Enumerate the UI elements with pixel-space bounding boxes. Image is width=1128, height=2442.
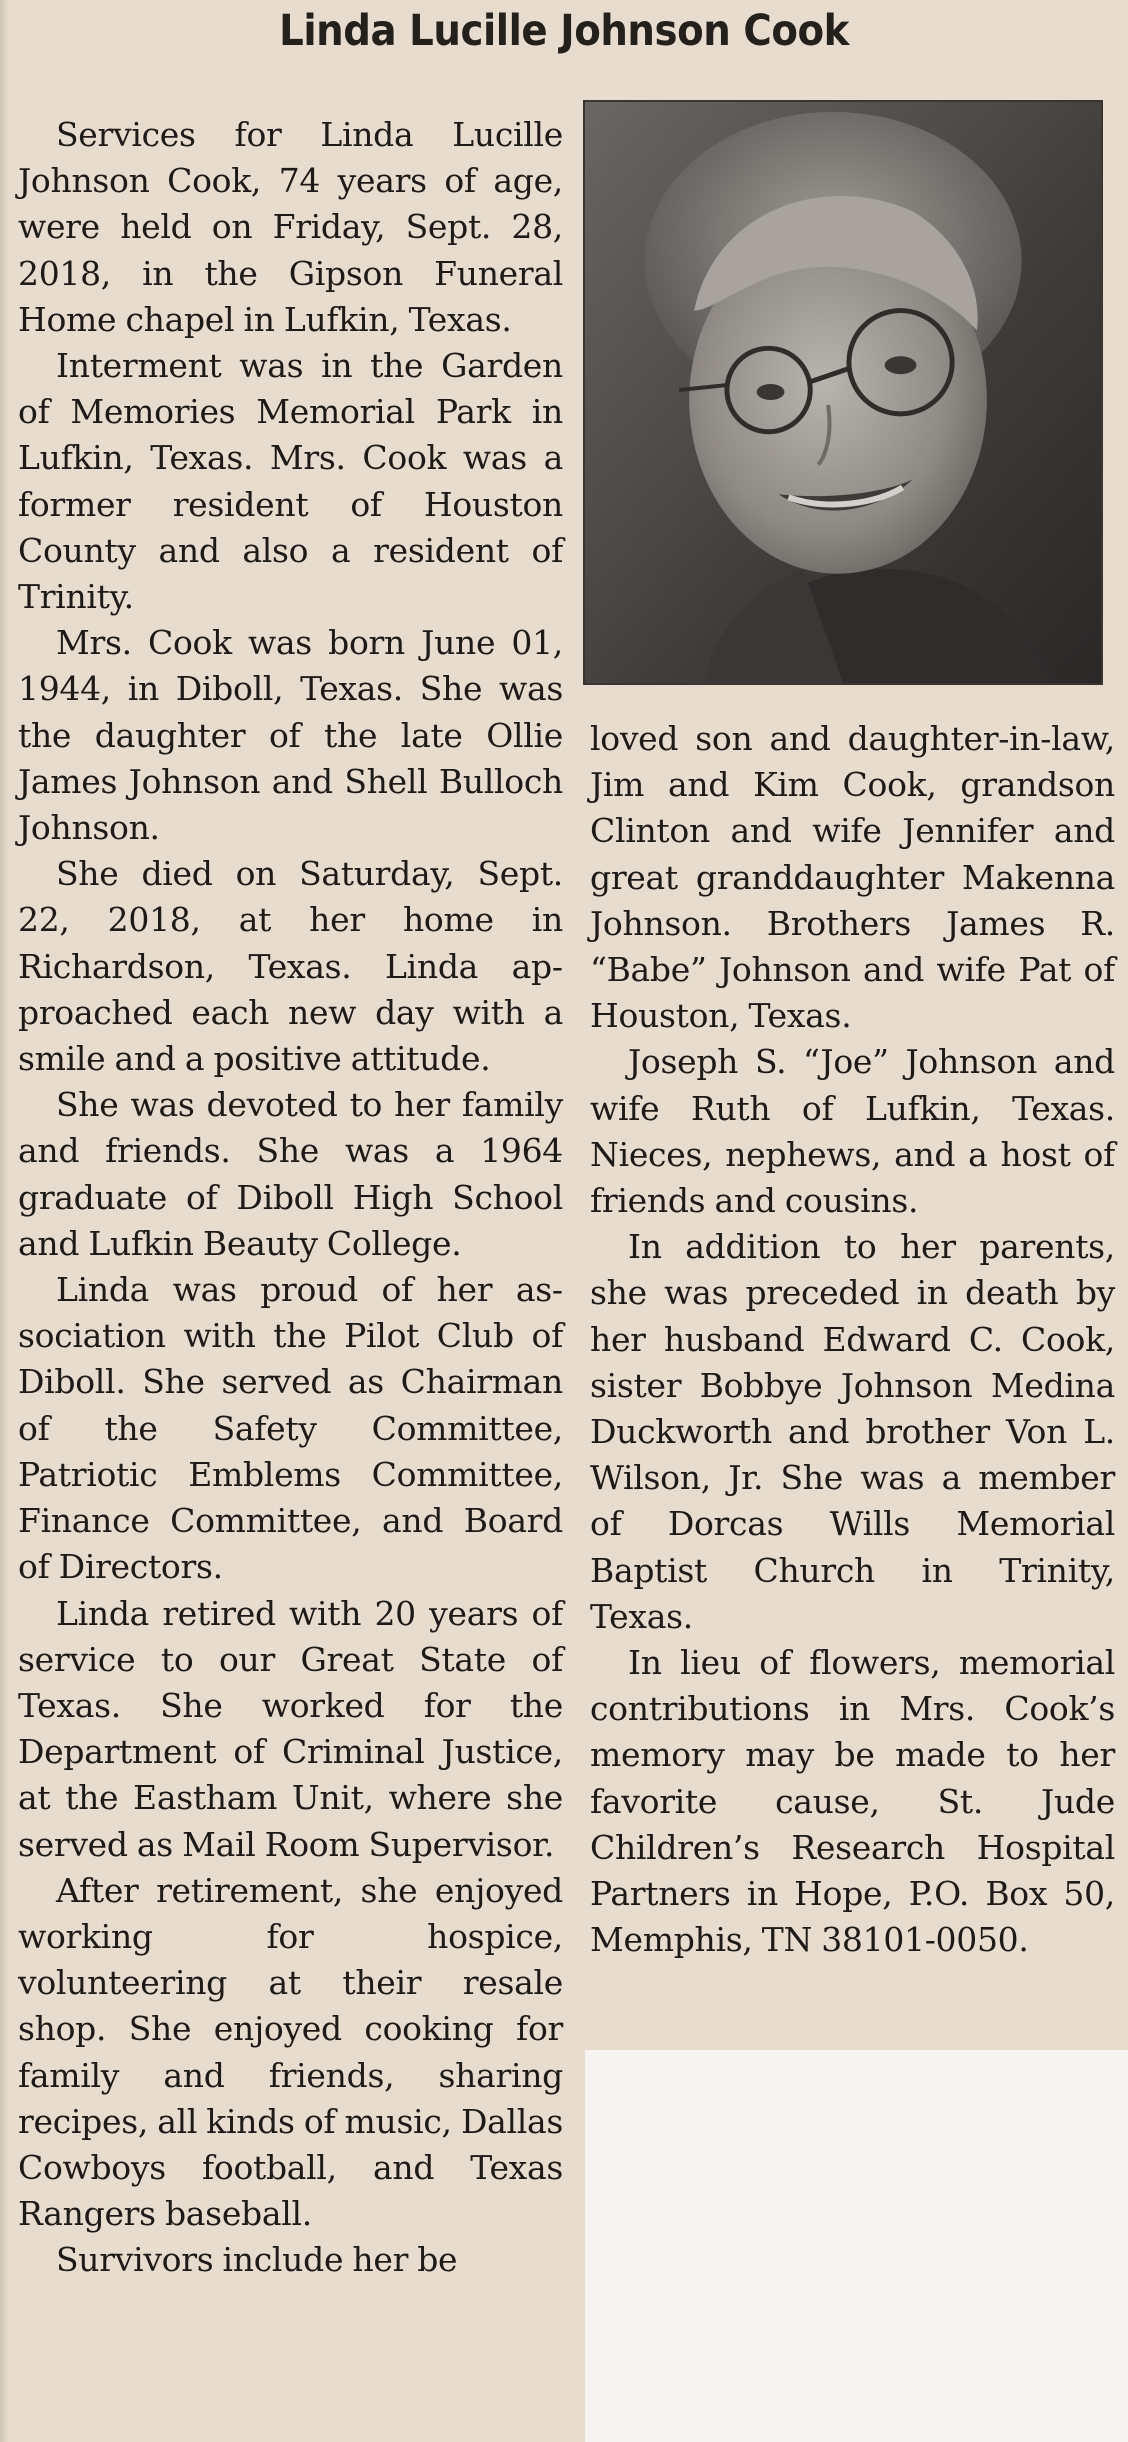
paragraph-services: Services for Linda Lucille Johnson Cook, 74 years of age, were held on Friday, Sept. 28, 2018, in the Gipson Funeral Home chapel in Lufkin, Texas.	[18, 115, 563, 339]
paragraph-survivors-start: Survivors include her be	[56, 2240, 458, 2280]
paragraph-brothers: Joseph S. “Joe” Johnson and wife Ruth of Lufkin, Texas. Nieces, nephews, and a host of friends and cousins.	[590, 1042, 1115, 1221]
left-text-column	[18, 112, 563, 2284]
scan-edge-shadow	[0, 0, 8, 2442]
paragraph-retirement: After retirement, she enjoyed working for hospice, volunteering at their resale shop. She enjoyed cooking for family and friends, sharing recipes, all kinds of music, Dallas Cowboys football, and Texas Rangers baseball.	[18, 1870, 563, 2234]
paragraph-career: Linda retired with 20 years of service to our Great State of Texas. She worked for the Department of Criminal Justice, at the Eastham Unit, where she served as Mail Room Supervisor.	[18, 1593, 563, 1864]
obituary-title: Linda Lucille Johnson Cook	[279, 6, 849, 56]
paragraph-preceded-in-death: In addition to her parents, she was preceded in death by her husband Edward C. Cook, sister Bobbye Johnson Medina Duckworth and brother Von L. Wilson, Jr. She was a member of Dorcas Wills Memorial Baptist Church in Trinity, Texas.	[590, 1227, 1115, 1636]
paragraph-pilot-club: Linda was proud of her association with the Pilot Club of Diboll. She served as Chairman of the Safety Committee, Patriotic Emblems Committee, Finance Committee, and Board of Directors.	[18, 1270, 563, 1587]
paragraph-memorials: In lieu of flowers, memorial contributions in Mrs. Cook’s memory may be made to her favorite cause, St. Jude Children’s Research Hospital Partners in Hope, P.O. Box 50, Memphis, TN 38101-0050.	[590, 1643, 1115, 1960]
paragraph-survivors-continued: loved son and daughter-in-law, Jim and Kim Cook, grandson Clinton and wife Jennifer and great granddaughter Makenna Johnson. Brothers James R. “Babe” Johnson and wife Pat of Houston, Texas.	[590, 719, 1115, 1036]
portrait-photo-icon	[583, 100, 1103, 685]
right-text-column	[590, 716, 1115, 1963]
paragraph-birth: Mrs. Cook was born June 01, 1944, in Diboll, Texas. She was the daughter of the late Ollie James Johnson and Shell Bulloch Johnson.	[18, 623, 563, 848]
paragraph-education: She was devoted to her family and friends. She was a 1964 graduate of Diboll High School and Lufkin Beauty College.	[18, 1085, 563, 1263]
paragraph-death: She died on Saturday, Sept. 22, 2018, at her home in Richardson, Texas. Linda approached each new day with a smile and a positive attitude.	[18, 854, 563, 1079]
paragraph-interment: Interment was in the Garden of Memories Memorial Park in Lufkin, Texas. Mrs. Cook was a former resident of Houston County and also a resident of Trinity.	[18, 346, 563, 617]
